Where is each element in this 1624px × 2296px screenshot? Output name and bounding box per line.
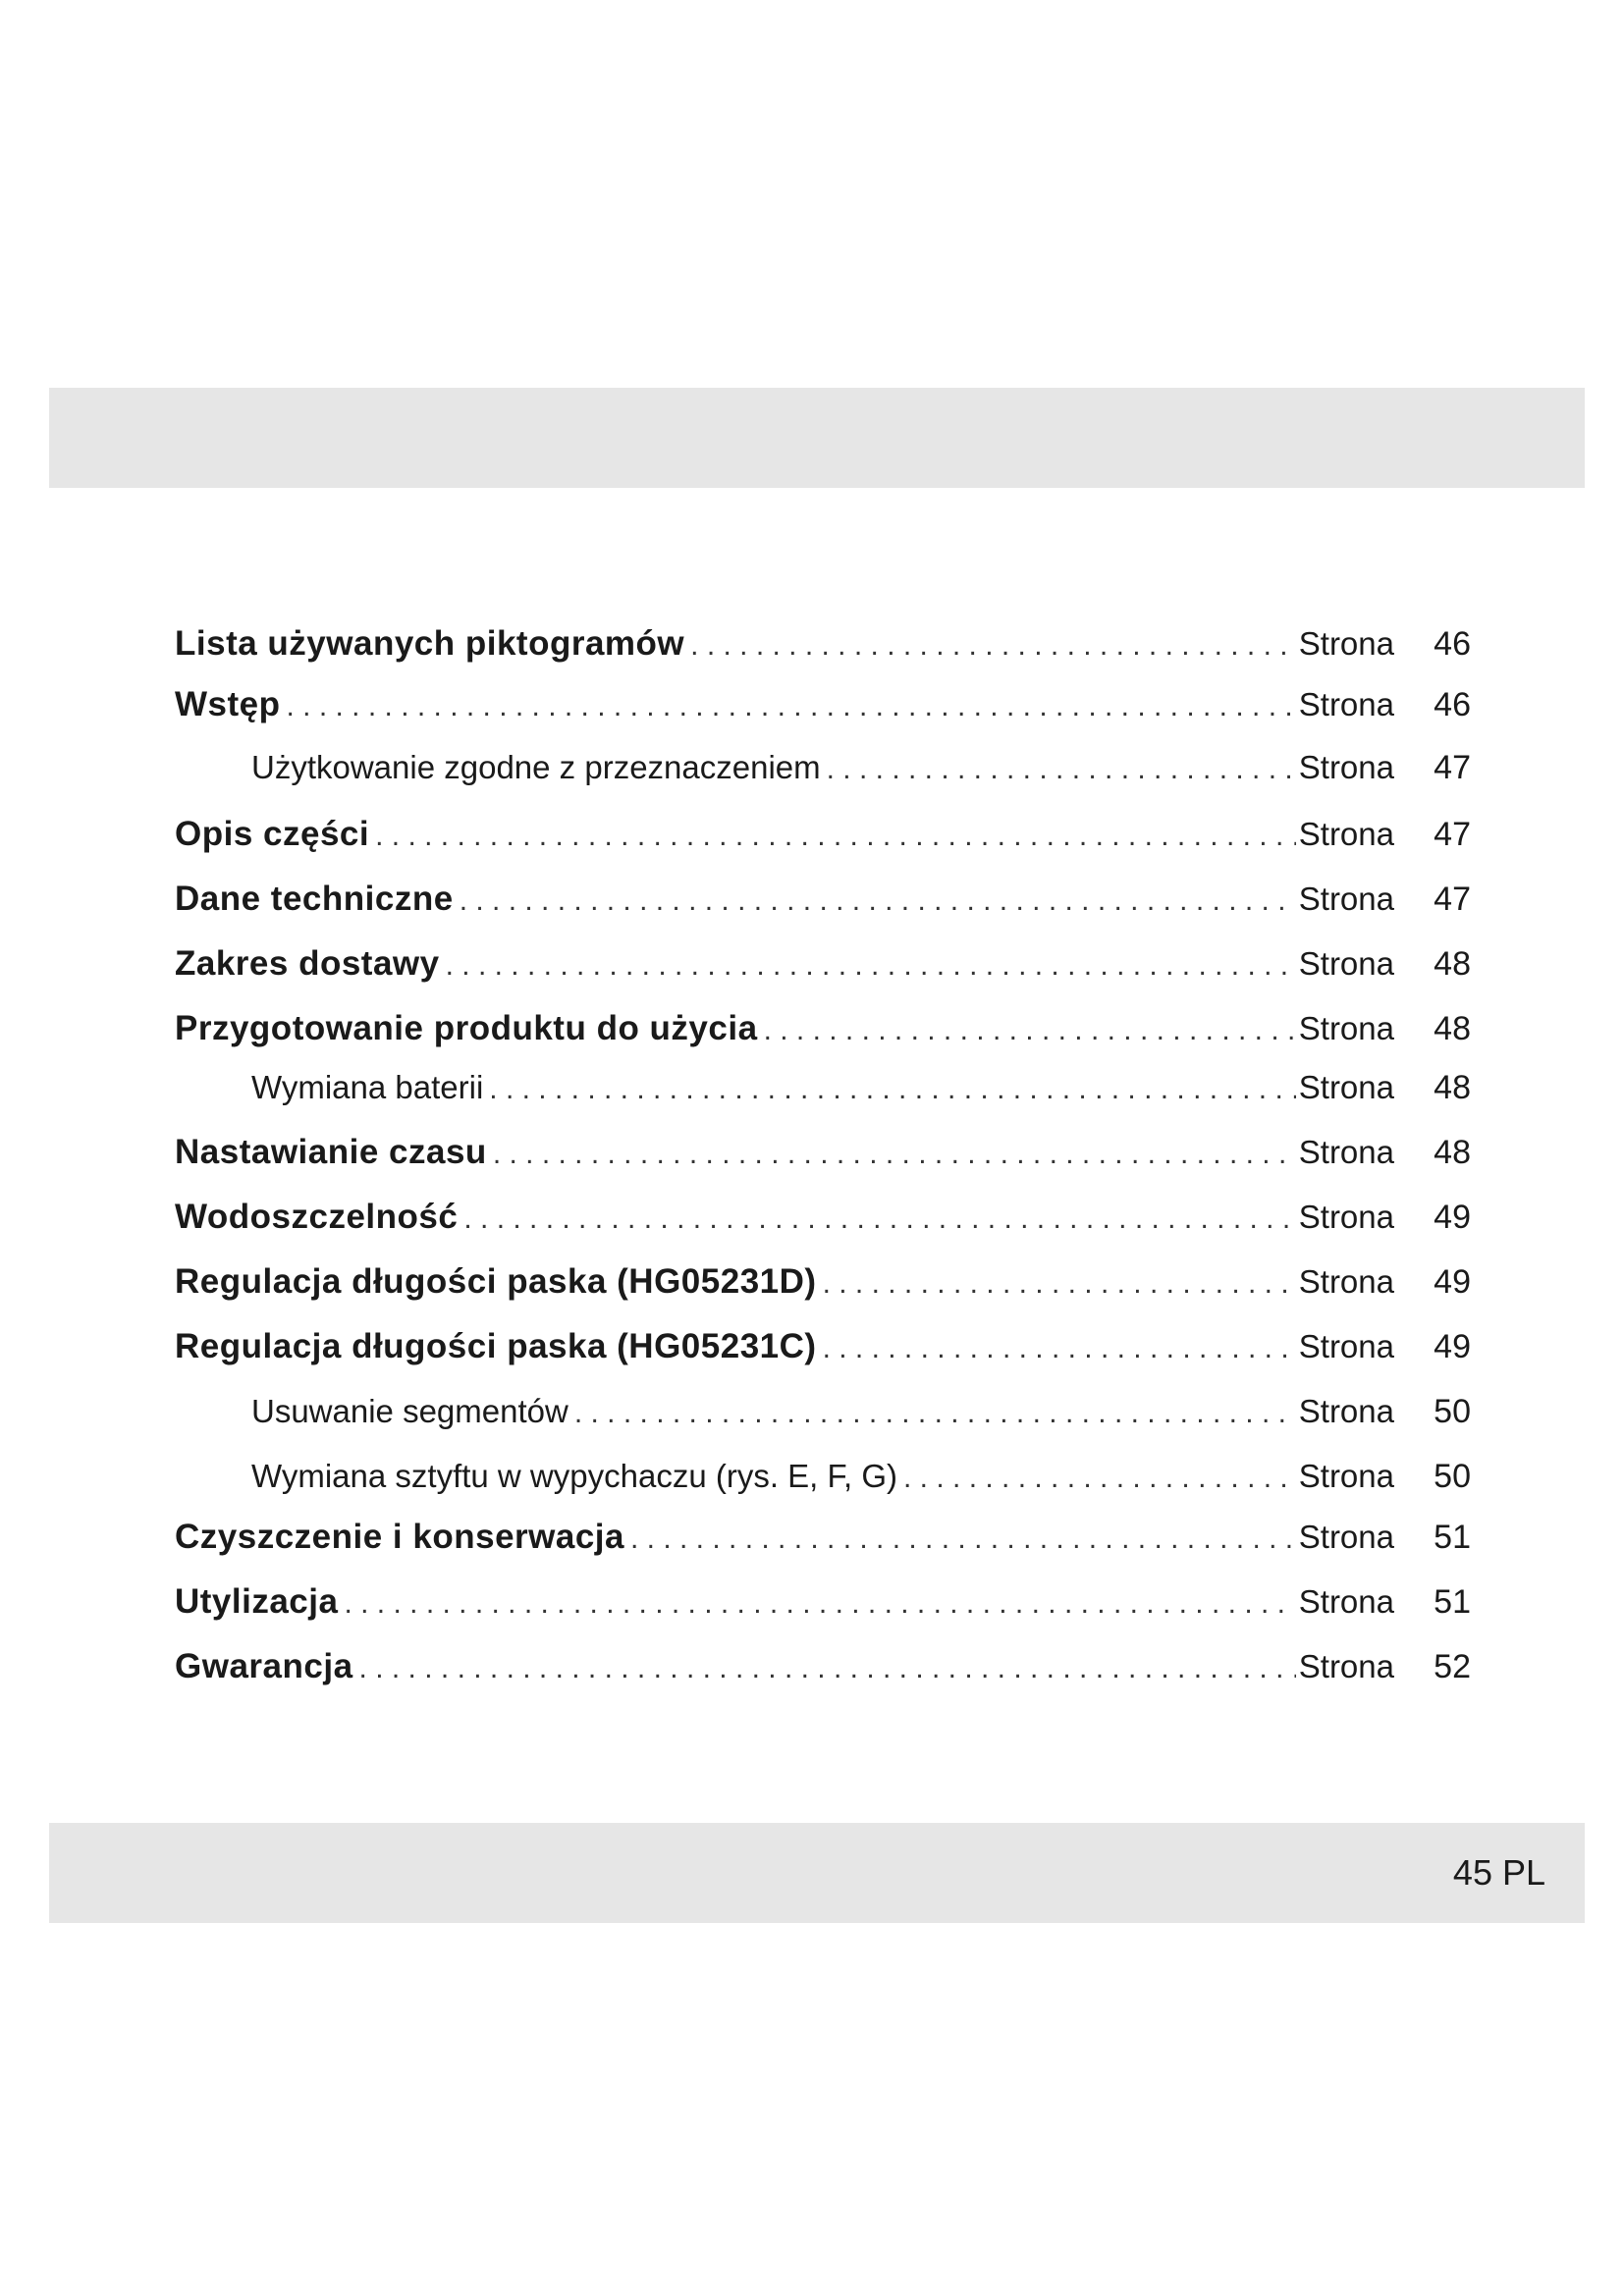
- toc-entry-label: Strona: [1298, 1010, 1394, 1046]
- toc-entry-label: Strona: [1298, 1393, 1394, 1429]
- toc-entry-page: 49: [1434, 1328, 1471, 1365]
- toc-entry[interactable]: [175, 936, 1471, 991]
- toc-entry-label: Strona: [1298, 1199, 1394, 1235]
- toc-entry-title: Regulacja długości paska (HG05231D): [175, 1262, 817, 1301]
- toc-entry-title: Regulacja długości paska (HG05231C): [175, 1327, 817, 1365]
- toc-entry-title: Wstęp: [175, 685, 281, 723]
- toc-entry-title: Przygotowanie produktu do użycia: [175, 1009, 758, 1047]
- toc-entry-page: 49: [1434, 1199, 1471, 1236]
- dot-leader: [624, 1512, 1296, 1567]
- toc-entry-label: Strona: [1298, 1458, 1394, 1494]
- toc-subentry[interactable]: [175, 1449, 1471, 1504]
- toc-entry[interactable]: [175, 1575, 1471, 1629]
- toc-entry-title: Wymiana sztyftu w wypychaczu (rys. E, F, G): [251, 1458, 898, 1494]
- toc-entry-page: 52: [1434, 1648, 1471, 1685]
- toc-entry-label: Strona: [1298, 1134, 1394, 1170]
- toc-entry-page: 50: [1434, 1393, 1471, 1430]
- dot-leader: [817, 1321, 1296, 1376]
- toc-entry[interactable]: [175, 807, 1471, 862]
- toc-entry-label: Strona: [1298, 945, 1394, 982]
- toc-entry-title: Lista używanych piktogramów: [175, 624, 685, 663]
- dot-leader: [817, 1256, 1296, 1311]
- dot-leader: [369, 809, 1296, 864]
- toc-entry-label: Strona: [1298, 1519, 1394, 1555]
- dot-leader: [440, 938, 1296, 993]
- header-band: [49, 388, 1585, 488]
- toc-subentry[interactable]: [175, 740, 1471, 795]
- toc-entry-page: 47: [1434, 816, 1471, 853]
- toc-entry-title: Gwarancja: [175, 1647, 353, 1685]
- toc-subentry[interactable]: [175, 1060, 1471, 1115]
- dot-leader: [281, 679, 1297, 734]
- toc-entry-page: 48: [1434, 1069, 1471, 1106]
- toc-entry[interactable]: [175, 677, 1471, 732]
- toc-entry[interactable]: [175, 1001, 1471, 1056]
- dot-leader: [897, 1451, 1296, 1506]
- toc-entry-label: Strona: [1298, 1648, 1394, 1684]
- toc-entry-label: Strona: [1298, 686, 1394, 722]
- toc-entry-page: 51: [1434, 1583, 1471, 1621]
- toc-entry-title: Dane techniczne: [175, 880, 454, 918]
- toc-entry-page: 46: [1434, 625, 1471, 663]
- toc-entry[interactable]: [175, 616, 1471, 671]
- toc-entry-label: Strona: [1298, 625, 1394, 662]
- dot-leader: [487, 1127, 1296, 1182]
- toc-entry-page: 50: [1434, 1458, 1471, 1495]
- dot-leader: [684, 618, 1296, 673]
- toc-entry-page: 51: [1434, 1519, 1471, 1556]
- footer-band: [49, 1823, 1585, 1923]
- toc-entry-label: Strona: [1298, 1583, 1394, 1620]
- toc-entry-page: 47: [1434, 749, 1471, 786]
- dot-leader: [458, 1192, 1296, 1247]
- toc-entry-page: 49: [1434, 1263, 1471, 1301]
- toc-entry[interactable]: [175, 1510, 1471, 1565]
- toc-entry[interactable]: [175, 1125, 1471, 1180]
- toc-entry-page: 48: [1434, 945, 1471, 983]
- dot-leader: [353, 1641, 1296, 1696]
- toc-entry[interactable]: [175, 1639, 1471, 1694]
- toc-entry-title: Opis części: [175, 815, 370, 853]
- toc-entry-title: Wodoszczelność: [175, 1198, 459, 1236]
- toc-entry-page: 48: [1434, 1010, 1471, 1047]
- toc-entry-title: Użytkowanie zgodne z przeznaczeniem: [251, 749, 821, 785]
- toc-entry-label: Strona: [1298, 1069, 1394, 1105]
- dot-leader: [758, 1003, 1296, 1058]
- toc-entry[interactable]: [175, 1319, 1471, 1374]
- toc-entry-title: Wymiana baterii: [251, 1069, 484, 1105]
- toc-entry-title: Usuwanie segmentów: [251, 1393, 568, 1429]
- toc-entry[interactable]: [175, 872, 1471, 927]
- toc-entry-label: Strona: [1298, 1328, 1394, 1364]
- dot-leader: [821, 742, 1296, 797]
- toc-entry-label: Strona: [1298, 749, 1394, 785]
- toc-entry-page: 47: [1434, 881, 1471, 918]
- toc-entry[interactable]: [175, 1255, 1471, 1309]
- toc-entry-page: 48: [1434, 1134, 1471, 1171]
- dot-leader: [483, 1062, 1296, 1117]
- toc-entry-label: Strona: [1298, 1263, 1394, 1300]
- toc-entry-title: Utylizacja: [175, 1582, 339, 1621]
- toc-entry[interactable]: [175, 1190, 1471, 1245]
- dot-leader: [568, 1386, 1296, 1441]
- toc-entry-title: Nastawianie czasu: [175, 1133, 487, 1171]
- page-number-label: 45 PL: [1452, 1852, 1545, 1893]
- toc-entry-title: Zakres dostawy: [175, 944, 440, 983]
- toc-entry-title: Czyszczenie i konserwacja: [175, 1518, 624, 1556]
- toc-entry-label: Strona: [1298, 881, 1394, 917]
- toc-entry-page: 46: [1434, 686, 1471, 723]
- toc-subentry[interactable]: [175, 1384, 1471, 1439]
- dot-leader: [454, 874, 1296, 929]
- dot-leader: [338, 1576, 1296, 1631]
- toc-entry-label: Strona: [1298, 816, 1394, 852]
